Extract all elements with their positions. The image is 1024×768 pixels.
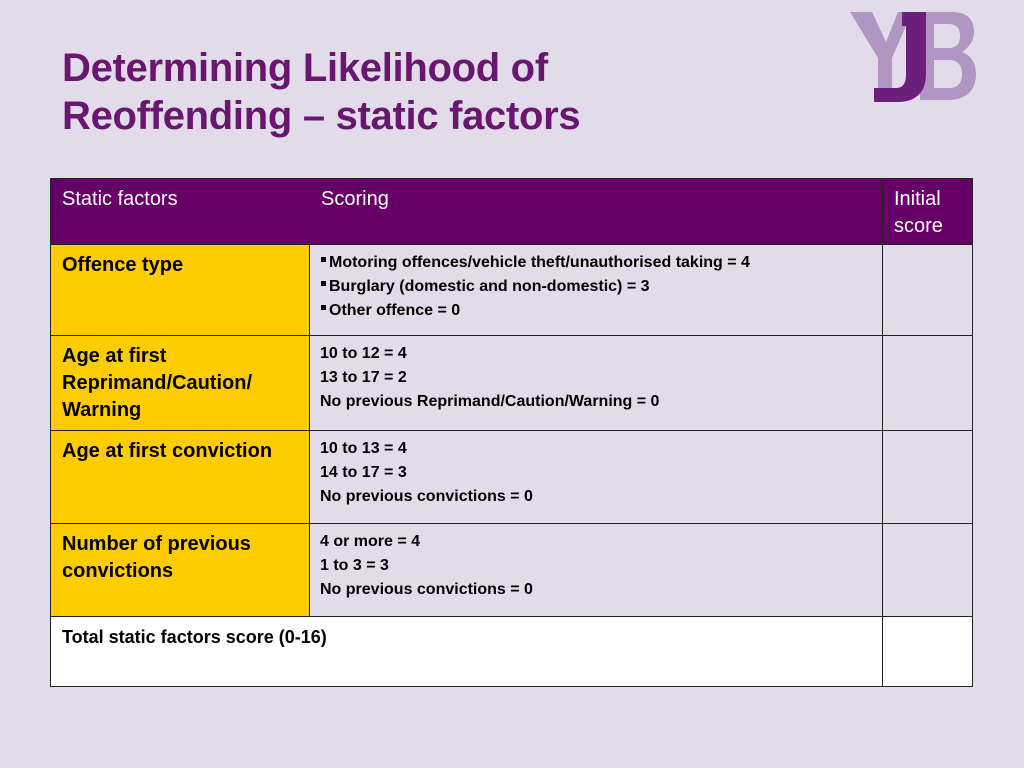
square-bullet-icon: [321, 257, 326, 262]
table-row: [51, 524, 973, 617]
initial-score-cell[interactable]: [883, 431, 973, 524]
table-header-row: [51, 179, 973, 245]
scoring-line: 4 or more = 4: [320, 533, 421, 550]
scoring-line: No previous convictions = 0: [320, 581, 533, 598]
table-row: [51, 336, 973, 431]
square-bullet-icon: [321, 305, 326, 310]
header-scoring: Scoring: [310, 179, 883, 245]
scoring-text: Other offence = 0: [329, 302, 461, 319]
scoring-cell: [310, 336, 883, 431]
slide-title: [62, 44, 580, 140]
yjb-logo: [848, 12, 976, 104]
header-static-factors: Static factors: [51, 179, 310, 245]
scoring-line: 13 to 17 = 2: [320, 369, 407, 386]
scoring-cell: [310, 431, 883, 524]
initial-score-cell[interactable]: [883, 245, 973, 336]
static-factors-table: [50, 178, 973, 687]
initial-score-cell[interactable]: [883, 336, 973, 431]
total-row: [51, 617, 973, 687]
scoring-line: [320, 299, 874, 323]
slide-title-line-2: Reoffending – static factors: [62, 94, 581, 138]
scoring-line: 14 to 17 = 3: [320, 464, 407, 481]
scoring-line: 1 to 3 = 3: [320, 557, 389, 574]
square-bullet-icon: [321, 281, 326, 286]
scoring-line: 10 to 12 = 4: [320, 345, 407, 362]
factor-cell: Number of previous convictions: [51, 524, 310, 617]
scoring-text: Motoring offences/vehicle theft/unauthorised taking = 4: [329, 254, 750, 271]
factor-cell: Offence type: [51, 245, 310, 336]
initial-score-cell[interactable]: [883, 524, 973, 617]
scoring-line: 10 to 13 = 4: [320, 440, 407, 457]
scoring-line: [320, 251, 874, 275]
header-initial-score: Initial score: [883, 179, 973, 245]
slide-title-line-1: Determining Likelihood of: [62, 46, 548, 90]
table-row: [51, 245, 973, 336]
scoring-cell: [310, 245, 883, 336]
factor-cell: Age at first conviction: [51, 431, 310, 524]
total-score-cell[interactable]: [883, 617, 973, 687]
scoring-line: No previous convictions = 0: [320, 488, 533, 505]
table-row: [51, 431, 973, 524]
factor-cell: Age at first Reprimand/Caution/ Warning: [51, 336, 310, 431]
total-label: Total static factors score (0-16): [51, 617, 883, 687]
scoring-cell: [310, 524, 883, 617]
scoring-text: Burglary (domestic and non-domestic) = 3: [329, 278, 650, 295]
scoring-line: [320, 275, 874, 299]
scoring-line: No previous Reprimand/Caution/Warning = 0: [320, 393, 660, 410]
logo-letter-b: [920, 12, 976, 100]
